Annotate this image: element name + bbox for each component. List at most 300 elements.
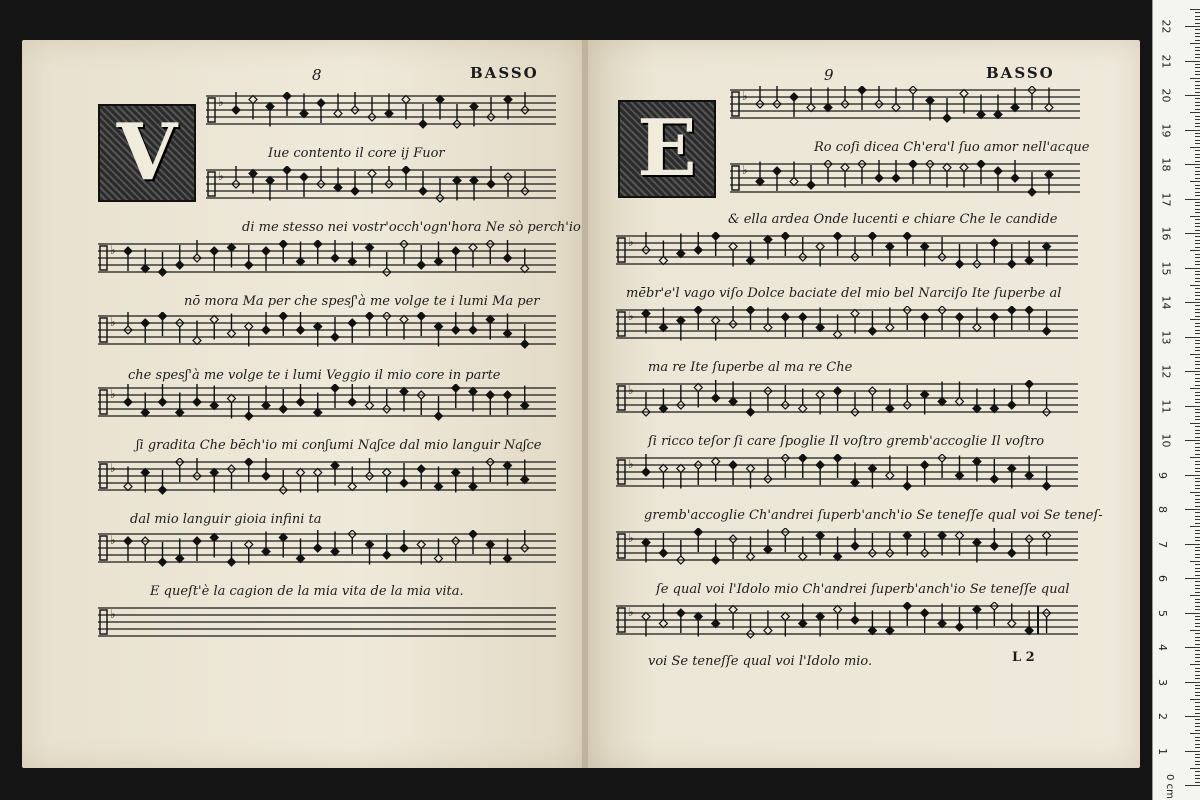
ruler-tick [1195, 288, 1200, 289]
ruler-tick [1195, 81, 1200, 82]
note-head [400, 388, 408, 396]
note-head [314, 544, 322, 552]
ruler-tick [1195, 364, 1200, 365]
note-head [921, 391, 929, 399]
note-head [334, 184, 342, 192]
note-head [956, 532, 964, 540]
ruler-tick [1185, 440, 1200, 441]
ruler-tick [1195, 488, 1200, 489]
note-head [886, 405, 894, 413]
note-head [921, 243, 929, 251]
ruler-tick [1195, 357, 1200, 358]
ruler-tick [1195, 402, 1200, 403]
note-head [1043, 482, 1051, 490]
flat-sign-icon: ♭ [742, 163, 748, 177]
ruler-tick [1195, 502, 1200, 503]
ruler-tick [1195, 523, 1200, 524]
note-head [486, 391, 494, 399]
ruler-tick [1195, 516, 1200, 517]
ruler-tick [1195, 19, 1200, 20]
signature-mark: L 2 [1012, 650, 1035, 665]
note-head [297, 326, 305, 334]
note-head [816, 243, 824, 251]
note-head [977, 111, 985, 119]
ruler-tick [1185, 337, 1200, 338]
ruler-tick [1195, 154, 1200, 155]
note-head [956, 260, 964, 268]
ruler-tick [1195, 730, 1200, 731]
note-head [903, 482, 911, 490]
note-head [973, 539, 981, 547]
note-head [504, 254, 512, 262]
ruler-tick [1195, 243, 1200, 244]
ruler-tick [1195, 471, 1200, 472]
note-head [729, 606, 737, 614]
ruler-tick [1195, 343, 1200, 344]
ruler-tick [1195, 143, 1200, 144]
note-head [297, 469, 305, 477]
note-head [973, 324, 981, 332]
measurement-ruler [1152, 0, 1200, 800]
note-head [331, 333, 339, 341]
note-head [747, 306, 755, 314]
note-head [764, 236, 772, 244]
note-head [262, 326, 270, 334]
note-head [245, 323, 253, 331]
ruler-tick [1195, 409, 1200, 410]
initial-letter-e: E [618, 100, 716, 198]
note-head [300, 110, 308, 118]
note-head [366, 402, 374, 410]
note-head [694, 613, 702, 621]
note-head [729, 398, 737, 406]
note-head [868, 327, 876, 335]
ruler-tick [1195, 616, 1200, 617]
flat-sign-icon: ♭ [110, 387, 116, 401]
note-head [419, 120, 427, 128]
note-head [383, 551, 391, 559]
note-head [159, 558, 167, 566]
ruler-tick [1190, 43, 1200, 44]
ruler-tick [1195, 316, 1200, 317]
ruler-tick [1190, 78, 1200, 79]
ruler-tick [1195, 426, 1200, 427]
note-head [521, 265, 529, 273]
note-head [973, 606, 981, 614]
ruler-tick [1195, 309, 1200, 310]
ruler-tick [1190, 664, 1200, 665]
ruler-tick [1190, 250, 1200, 251]
ruler-tick [1185, 682, 1200, 683]
music-staff [206, 166, 556, 202]
note-head [868, 465, 876, 473]
page-number-left: 8 [312, 66, 322, 84]
note-head [176, 261, 184, 269]
note-head [400, 479, 408, 487]
note-head [266, 177, 274, 185]
note-head [1011, 104, 1019, 112]
note-head [858, 86, 866, 94]
note-head [816, 324, 824, 332]
ruler-tick [1195, 123, 1200, 124]
ruler-tick [1195, 619, 1200, 620]
ruler-tick [1195, 257, 1200, 258]
note-head [176, 555, 184, 563]
note-head [1045, 171, 1053, 179]
ruler-tick [1185, 233, 1200, 234]
ruler-tick [1190, 285, 1200, 286]
note-head [504, 391, 512, 399]
note-head [452, 384, 460, 392]
ruler-unit-label: 0 cm [1163, 774, 1175, 799]
note-head [366, 244, 374, 252]
note-head [851, 310, 859, 318]
ruler-tick [1195, 192, 1200, 193]
ruler-tick [1185, 164, 1200, 165]
ruler-tick [1195, 36, 1200, 37]
note-head [677, 317, 685, 325]
ruler-tick [1190, 9, 1200, 10]
note-head [642, 539, 650, 547]
ruler-tick [1195, 40, 1200, 41]
ruler-tick [1195, 399, 1200, 400]
ruler-tick [1190, 388, 1200, 389]
ruler-tick [1195, 205, 1200, 206]
ruler-tick [1195, 430, 1200, 431]
note-head [851, 479, 859, 487]
ruler-tick [1195, 564, 1200, 565]
ruler-number: 6 [1156, 575, 1169, 582]
ruler-tick [1195, 230, 1200, 231]
note-head [834, 387, 842, 395]
note-head [886, 472, 894, 480]
ruler-tick [1195, 126, 1200, 127]
note-head [141, 265, 149, 273]
note-head [886, 627, 894, 635]
note-head [909, 160, 917, 168]
flat-sign-icon: ♭ [628, 235, 634, 249]
note-head [232, 106, 240, 114]
ruler-tick [1195, 695, 1200, 696]
note-head [903, 232, 911, 240]
ruler-tick [1195, 385, 1200, 386]
note-head [417, 465, 425, 473]
ruler-tick [1190, 319, 1200, 320]
ruler-number: 15 [1159, 261, 1173, 275]
note-head [642, 468, 650, 476]
note-head [1043, 243, 1051, 251]
note-head [279, 240, 287, 248]
note-head [694, 246, 702, 254]
note-head [210, 316, 218, 324]
note-head [712, 394, 720, 402]
note-head [694, 306, 702, 314]
ruler-tick [1195, 723, 1200, 724]
note-head [790, 93, 798, 101]
ruler-tick [1195, 64, 1200, 65]
ruler-tick [1185, 475, 1200, 476]
ruler-tick [1195, 550, 1200, 551]
music-staff [98, 240, 556, 276]
note-head [1008, 401, 1016, 409]
note-head [210, 534, 218, 542]
ruler-tick [1195, 185, 1200, 186]
note-head [973, 405, 981, 413]
ruler-tick [1195, 547, 1200, 548]
ruler-tick [1185, 647, 1200, 648]
ruler-tick [1195, 657, 1200, 658]
ruler-tick [1195, 644, 1200, 645]
flat-sign-icon: ♭ [110, 315, 116, 329]
note-head [436, 96, 444, 104]
note-head [469, 530, 477, 538]
note-head [266, 103, 274, 111]
note-head [926, 97, 934, 105]
ruler-tick [1195, 654, 1200, 655]
ruler-tick [1195, 575, 1200, 576]
note-head [960, 164, 968, 172]
ruler-tick [1195, 281, 1200, 282]
ruler-tick [1195, 98, 1200, 99]
ruler-tick [1195, 519, 1200, 520]
note-head [816, 391, 824, 399]
note-head [124, 483, 132, 491]
note-head [435, 555, 443, 563]
flat-sign-icon: ♭ [628, 605, 634, 619]
note-head [938, 620, 946, 628]
note-head [124, 398, 132, 406]
note-head [712, 232, 720, 240]
ruler-tick [1195, 105, 1200, 106]
lyric-line: & ella ardea Onde lucenti e chiare Che le candide [728, 212, 1058, 227]
ruler-tick [1195, 157, 1200, 158]
note-head [435, 483, 443, 491]
note-head [816, 461, 824, 469]
note-head [903, 602, 911, 610]
music-staff [98, 604, 556, 640]
ruler-tick [1190, 423, 1200, 424]
note-head [642, 613, 650, 621]
ruler-tick [1185, 785, 1200, 786]
note-head [886, 243, 894, 251]
note-head [807, 104, 815, 112]
note-head [331, 548, 339, 556]
note-head [834, 553, 842, 561]
ruler-tick [1195, 392, 1200, 393]
initial-letter-v: V [98, 104, 196, 202]
flat-sign-icon: ♭ [110, 243, 116, 257]
music-staff [98, 530, 556, 566]
ruler-tick [1195, 685, 1200, 686]
ruler-tick [1195, 171, 1200, 172]
note-head [990, 313, 998, 321]
ruler-tick [1195, 713, 1200, 714]
ruler-tick [1195, 447, 1200, 448]
ruler-tick [1195, 481, 1200, 482]
ruler-tick [1185, 578, 1200, 579]
note-head [677, 250, 685, 258]
note-head [868, 232, 876, 240]
ruler-tick [1190, 354, 1200, 355]
note-head [417, 312, 425, 320]
note-head [452, 469, 460, 477]
note-head [799, 405, 807, 413]
ruler-tick [1195, 540, 1200, 541]
ruler-tick [1190, 561, 1200, 562]
lyric-line: ma re Ite ſuperbe al ma re Che [648, 360, 853, 375]
note-head [469, 388, 477, 396]
note-head [521, 476, 529, 484]
note-head [314, 240, 322, 248]
note-head [694, 384, 702, 392]
ruler-tick [1185, 751, 1200, 752]
ruler-tick [1195, 737, 1200, 738]
music-staff [616, 232, 1078, 268]
note-head [841, 164, 849, 172]
note-head [435, 258, 443, 266]
note-head [317, 99, 325, 107]
ruler-tick [1195, 719, 1200, 720]
ruler-tick [1195, 226, 1200, 227]
ruler-tick [1195, 312, 1200, 313]
ruler-tick [1195, 416, 1200, 417]
note-head [960, 90, 968, 98]
ruler-tick [1195, 581, 1200, 582]
note-head [453, 177, 461, 185]
note-head [729, 461, 737, 469]
note-head [712, 620, 720, 628]
ruler-tick [1195, 688, 1200, 689]
note-head [279, 312, 287, 320]
note-head [921, 313, 929, 321]
ruler-tick [1195, 668, 1200, 669]
ruler-tick [1195, 764, 1200, 765]
lyric-line: dal mio languir gioia infini ta [130, 512, 322, 527]
note-head [249, 170, 257, 178]
note-head [1025, 627, 1033, 635]
note-head [990, 239, 998, 247]
note-head [141, 409, 149, 417]
note-head [283, 166, 291, 174]
note-head [851, 542, 859, 550]
note-head [712, 458, 720, 466]
ruler-number: 8 [1156, 506, 1169, 513]
note-head [331, 254, 339, 262]
note-head [469, 326, 477, 334]
flat-sign-icon: ♭ [628, 383, 634, 397]
ruler-tick [1195, 223, 1200, 224]
ruler-tick [1195, 240, 1200, 241]
note-head [435, 323, 443, 331]
note-head [504, 96, 512, 104]
ruler-tick [1195, 57, 1200, 58]
ruler-tick [1195, 67, 1200, 68]
note-head [159, 268, 167, 276]
ruler-tick [1195, 633, 1200, 634]
part-header-right: BASSO [986, 64, 1055, 82]
ruler-tick [1195, 340, 1200, 341]
note-head [799, 454, 807, 462]
ruler-number: 11 [1159, 399, 1173, 413]
note-head [1008, 620, 1016, 628]
ruler-tick [1195, 333, 1200, 334]
ruler-tick [1190, 768, 1200, 769]
note-head [1025, 472, 1033, 480]
note-head [747, 408, 755, 416]
note-head [159, 398, 167, 406]
note-head [228, 395, 236, 403]
ruler-tick [1190, 216, 1200, 217]
ruler-tick [1195, 512, 1200, 513]
lyric-line: Iue contento il core ij Fuor [268, 146, 445, 161]
note-head [300, 173, 308, 181]
ruler-tick [1195, 292, 1200, 293]
ruler-tick [1195, 702, 1200, 703]
ruler-tick [1195, 740, 1200, 741]
lyric-line: mēbr'e'l vago viſo Dolce baciate del mio bel Narciſo Ite ſuperbe al [626, 286, 1062, 301]
ruler-tick [1185, 613, 1200, 614]
note-head [385, 110, 393, 118]
note-head [297, 555, 305, 563]
ruler-tick [1195, 195, 1200, 196]
note-head [314, 469, 322, 477]
note-head [193, 398, 201, 406]
note-head [245, 458, 253, 466]
lyric-line: nō mora Ma per che spesʃ'à me volge te i lumi Ma per [184, 294, 540, 309]
ruler-tick [1195, 499, 1200, 500]
ruler-tick [1195, 450, 1200, 451]
ruler-tick [1195, 23, 1200, 24]
music-staff [616, 380, 1078, 416]
note-head [469, 244, 477, 252]
ruler-tick [1195, 305, 1200, 306]
note-head [521, 340, 529, 348]
note-head [210, 402, 218, 410]
note-head [747, 553, 755, 561]
note-head [712, 317, 720, 325]
ruler-tick [1195, 88, 1200, 89]
music-staff [98, 384, 556, 420]
music-staff [98, 458, 556, 494]
note-head [956, 623, 964, 631]
note-head [956, 472, 964, 480]
note-head [297, 398, 305, 406]
note-head [729, 243, 737, 251]
ruler-tick [1195, 599, 1200, 600]
note-head [469, 483, 477, 491]
note-head [781, 313, 789, 321]
ruler-tick [1195, 637, 1200, 638]
note-head [868, 627, 876, 635]
lyric-line: E queſt'è la cagion de la mia vita de la mia vita. [150, 584, 464, 599]
ruler-tick [1195, 71, 1200, 72]
note-head [334, 110, 342, 118]
ruler-number: 4 [1156, 644, 1169, 651]
note-head [659, 465, 667, 473]
lyric-line: ſi ricco teſor ſi care ſpoglie Il voſtro gremb'accoglie Il voſtro [648, 434, 1045, 449]
ruler-tick [1195, 374, 1200, 375]
ruler-tick [1195, 661, 1200, 662]
note-head [747, 257, 755, 265]
ruler-tick [1190, 112, 1200, 113]
ruler-tick [1195, 133, 1200, 134]
ruler-tick [1195, 437, 1200, 438]
note-head [1011, 174, 1019, 182]
note-head [245, 412, 253, 420]
note-head [1043, 327, 1051, 335]
ruler-tick [1185, 406, 1200, 407]
note-head [452, 326, 460, 334]
